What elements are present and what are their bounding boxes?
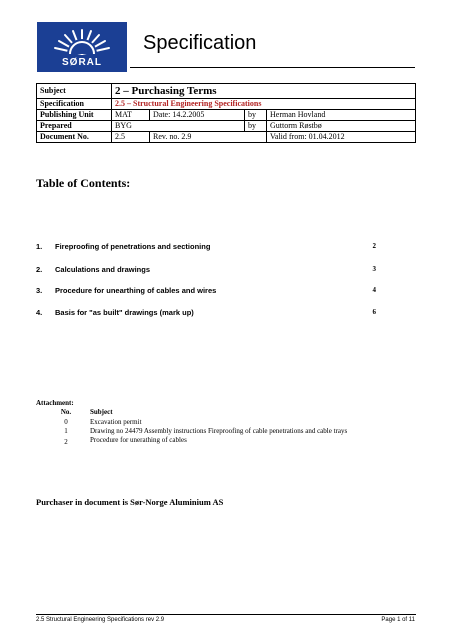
specification-value: 2.5 – Structural Engineering Specifications xyxy=(112,99,416,110)
document-no-value: 2.5 xyxy=(112,132,150,143)
specification-label: Specification xyxy=(37,99,112,110)
prepared-by: Guttorm Røstbø xyxy=(267,121,416,132)
toc-item-page: 3 xyxy=(372,265,376,273)
document-no-label: Document No. xyxy=(37,132,112,143)
meta-row-document-no xyxy=(37,132,416,143)
toc-item[interactable] xyxy=(36,265,376,277)
prepared-label: Prepared xyxy=(37,121,112,132)
attachment-no: 0 xyxy=(64,418,68,426)
meta-row-subject xyxy=(37,84,416,99)
footer-rule xyxy=(36,614,416,615)
attachment-subject-header: Subject xyxy=(90,408,113,416)
footer-page-number: Page 1 of 11 xyxy=(381,617,415,623)
toc-item-text: Basis for "as built" drawings (mark up) xyxy=(55,308,194,317)
toc-item-text: Fireproofing of penetrations and sectioning xyxy=(55,242,211,251)
toc-item[interactable] xyxy=(36,286,376,298)
attachment-no: 2 xyxy=(64,438,68,446)
logo-text: SØRAL xyxy=(62,57,102,68)
attachment-subject: Procedure for unerathing of cables xyxy=(90,436,187,444)
subject-value: 2 – Purchasing Terms xyxy=(112,84,416,99)
meta-row-prepared xyxy=(37,121,416,132)
revision: Rev. no. 2.9 xyxy=(150,132,267,143)
toc-item[interactable] xyxy=(36,308,376,320)
meta-row-specification xyxy=(37,99,416,110)
toc-item-number: 1. xyxy=(36,242,43,251)
company-logo xyxy=(37,22,127,72)
toc-item-number: 2. xyxy=(36,265,43,274)
footer-document-name: 2.5 Structural Engineering Specifications rev 2.9 xyxy=(36,617,165,623)
toc-item-page: 2 xyxy=(372,242,376,250)
publishing-unit-value: MAT xyxy=(112,110,150,121)
meta-row-publishing xyxy=(37,110,416,121)
prepared-value: BYG xyxy=(112,121,245,132)
toc-item-page: 4 xyxy=(372,286,376,294)
toc-item-text: Calculations and drawings xyxy=(55,265,151,274)
toc-item[interactable] xyxy=(36,242,376,254)
publishing-by-label: by xyxy=(245,110,267,121)
toc-item-page: 6 xyxy=(372,308,376,316)
publishing-date: Date: 14.2.2005 xyxy=(150,110,245,121)
publishing-by: Herman Hovland xyxy=(267,110,416,121)
prepared-by-label: by xyxy=(245,121,267,132)
subject-label: Subject xyxy=(37,84,112,99)
header-rule xyxy=(130,67,415,68)
document-title: Specification xyxy=(143,32,257,54)
attachment-heading: Attachment: xyxy=(36,399,74,407)
toc-item-number: 4. xyxy=(36,308,43,317)
attachment-no-header: No. xyxy=(60,408,72,416)
attachment-subject: Drawing no 24479 Assembly instructions Fireproofing of cable penetrations and cable trays xyxy=(90,427,348,435)
toc-heading: Table of Contents: xyxy=(36,176,131,190)
attachment-no: 1 xyxy=(64,427,68,435)
document-meta-table xyxy=(36,83,416,143)
purchaser-note: Purchaser in document is Sør-Norge Aluminium AS xyxy=(36,497,224,507)
valid-from: Valid from: 01.04.2012 xyxy=(267,132,416,143)
attachment-subject: Excavation permit xyxy=(90,418,142,426)
toc-item-number: 3. xyxy=(36,286,43,295)
publishing-unit-label: Publishing Unit xyxy=(37,110,112,121)
toc-item-text: Procedure for unearthing of cables and wires xyxy=(55,286,217,295)
